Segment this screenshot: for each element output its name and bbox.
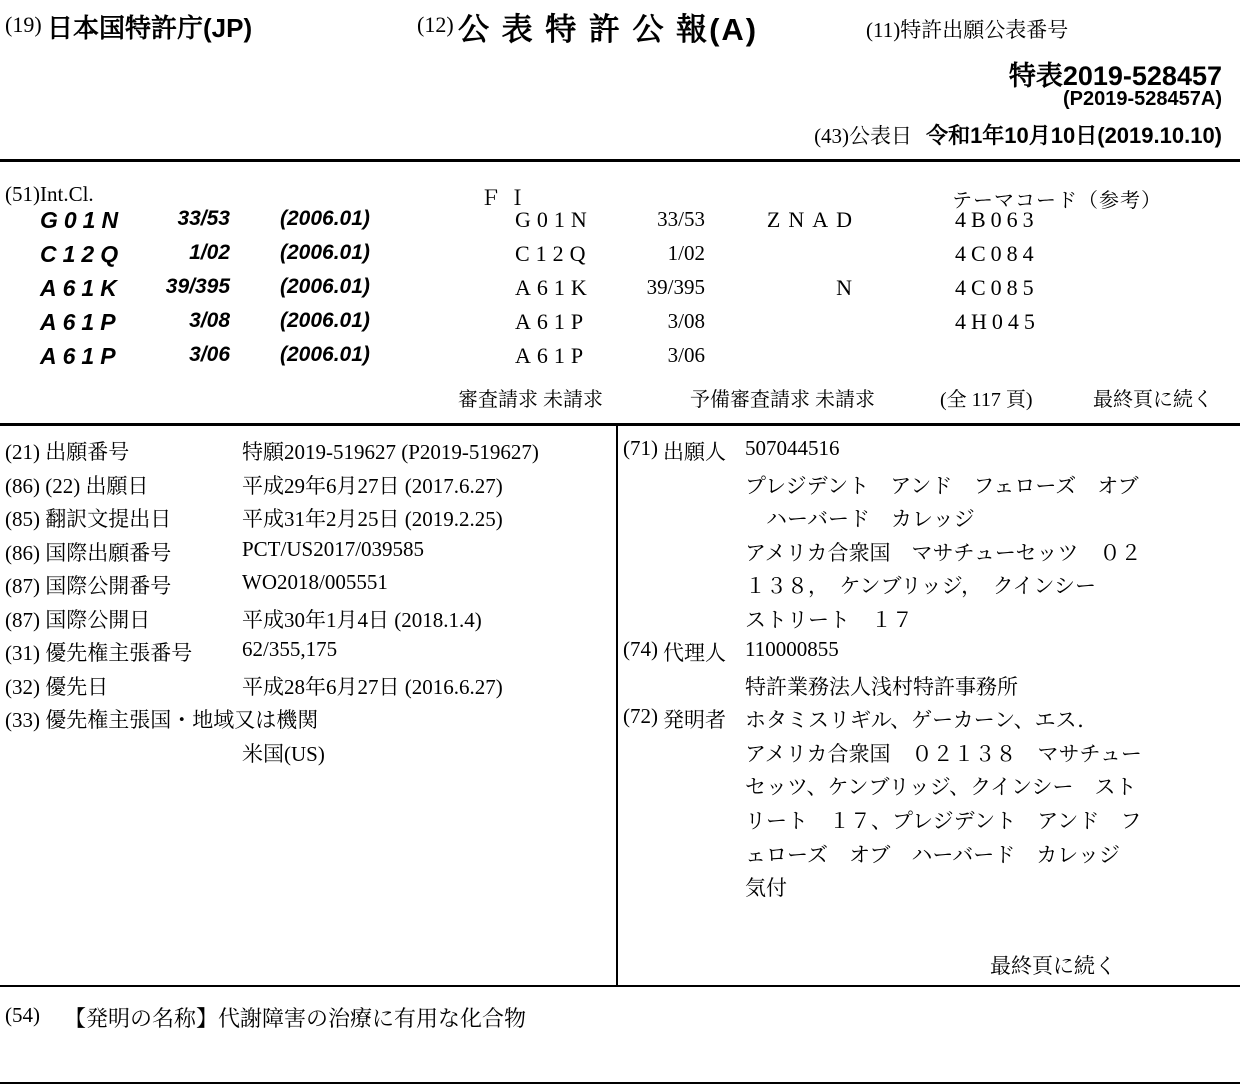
page-count: (全 117 頁) [940, 389, 1033, 411]
biblio-label: (33) 優先権主張国・地域又は機関 [5, 708, 319, 733]
inventor-address-line: アメリカ合衆国 ０２１３８ マサチュー [745, 741, 1142, 766]
intcl-label: (51)Int.Cl. [5, 182, 94, 206]
biblio-label: (85) 翻訳文提出日 [5, 507, 172, 532]
theme-code: 4C084 [955, 241, 1039, 266]
pub-date-value: 令和1年10月10日(2019.10.10) [926, 123, 1222, 148]
intcl-number: 33/53 [177, 207, 230, 230]
fi-number: 3/06 [667, 343, 705, 367]
pub-date-label: (43)公表日 [814, 124, 913, 148]
doc-kind-code: (12) [417, 12, 454, 37]
applicant-address-line: アメリカ合衆国 マサチューセッツ ０２ [745, 540, 1142, 565]
office-code: (19) [5, 12, 42, 37]
fi-code: G01N [515, 207, 593, 232]
applicant-row [616, 604, 1240, 638]
intcl-number: 39/395 [165, 275, 230, 298]
intcl-version: (2006.01) [280, 275, 370, 298]
inventor-row [616, 839, 1240, 873]
invention-title-number: (54) [5, 1003, 40, 1027]
mid-rule [0, 423, 1240, 426]
inventor-row [616, 805, 1240, 839]
applicant-row [616, 503, 1240, 537]
page-bottom-rule [0, 1082, 1240, 1084]
classification-rows [0, 207, 1240, 377]
applicant-row [616, 537, 1240, 571]
classification-row [0, 343, 1240, 377]
biblio-value: 62/355,175 [242, 637, 338, 662]
fi-suffix: N [836, 275, 860, 300]
intcl-number: 1/02 [189, 241, 230, 264]
invention-title: 【発明の名称】代謝障害の治療に有用な化合物 [64, 1006, 527, 1031]
field-label: 発明者 [663, 708, 726, 733]
fi-suffix: ZNAD [766, 207, 860, 232]
exam-request-status: 審査請求 未請求 [458, 389, 603, 411]
intcl-code: A61K [40, 275, 123, 301]
biblio-row [0, 704, 616, 738]
biblio-value: 米国(US) [242, 741, 325, 766]
biblio-value: WO2018/005551 [242, 570, 388, 595]
inventor-row [616, 704, 1240, 738]
doc-kind-title: 公 表 特 許 公 報(A) [458, 12, 759, 47]
office-name: 日本国特許庁(JP) [47, 13, 253, 43]
biblio-row [0, 503, 616, 537]
biblio-row [0, 738, 616, 772]
fi-number: 3/08 [667, 309, 705, 333]
theme-code-label: テーマコード（参考） [952, 190, 1162, 212]
inventor-address-line: リート １７、プレジデント アンド フ [745, 809, 1142, 834]
biblio-row [0, 604, 616, 638]
theme-code: 4B063 [955, 207, 1039, 232]
applicant-id: 507044516 [745, 436, 840, 460]
biblio-value: PCT/US2017/039585 [242, 536, 425, 561]
applicant-address-line: ストリート １７ [745, 607, 913, 632]
classification-row [0, 275, 1240, 309]
applicant-row [616, 570, 1240, 604]
field-number: (72) [623, 704, 658, 729]
agent-id: 110000855 [745, 637, 839, 662]
fi-code: A61P [515, 309, 590, 334]
intcl-code: A61P [40, 343, 122, 369]
inventor-address-line: 気付 [745, 876, 787, 901]
continued-note-top: 最終頁に続く [1093, 389, 1213, 411]
classification-row [0, 309, 1240, 343]
inventor-name: ホタミスリギル、ゲーカーン、エス． [745, 708, 1099, 733]
field-label: 代理人 [663, 641, 726, 666]
biblio-label: (87) 国際公開番号 [5, 574, 172, 599]
prelim-exam-status: 予備審査請求 未請求 [690, 389, 875, 411]
fi-number: 39/395 [646, 275, 705, 299]
biblio-row [0, 570, 616, 604]
applicant-row [616, 470, 1240, 504]
biblio-value: 平成30年1月4日 (2018.1.4) [242, 607, 482, 632]
inventor-row [616, 738, 1240, 772]
exam-request-line [0, 383, 1240, 413]
fi-label: ＦＩ [480, 186, 534, 210]
biblio-row [0, 637, 616, 671]
biblio-value: 平成31年2月25日 (2019.2.25) [242, 507, 503, 532]
fi-code: A61P [515, 343, 590, 368]
biblio-row [0, 470, 616, 504]
biblio-label: (31) 優先権主張番号 [5, 641, 193, 666]
biblio-left-column [0, 436, 616, 771]
top-rule [0, 159, 1240, 162]
pub-number-paren: (P2019-528457A) [1063, 88, 1222, 110]
intcl-number: 3/06 [189, 343, 230, 366]
biblio-label: (87) 国際公開日 [5, 607, 151, 632]
intcl-code: C12Q [40, 241, 125, 267]
intcl-version: (2006.01) [280, 309, 370, 332]
classification-row [0, 241, 1240, 275]
inventor-address-line: セッツ、ケンブリッジ、クインシー スト [745, 775, 1137, 800]
inventor-row [616, 771, 1240, 805]
field-number: (71) [623, 436, 658, 460]
theme-code: 4H045 [955, 309, 1040, 334]
biblio-value: 特願2019-519627 (P2019-519627) [242, 440, 539, 464]
fi-code: C12Q [515, 241, 592, 266]
applicant-address-line: １３８， ケンブリッジ， クインシー [745, 574, 1097, 599]
biblio-row [0, 537, 616, 571]
field-label: 出願人 [663, 440, 726, 464]
biblio-row [0, 671, 616, 705]
field-number: (74) [623, 637, 658, 662]
pub-date-row [814, 119, 1222, 150]
pub-number-label: (11)特許出願公表番号 [866, 18, 1069, 42]
intcl-version: (2006.01) [280, 207, 370, 230]
biblio-label: (21) 出願番号 [5, 440, 130, 464]
biblio-value: 平成28年6月27日 (2016.6.27) [242, 674, 503, 699]
fi-number: 33/53 [657, 207, 705, 231]
agent-row [616, 637, 1240, 671]
biblio-right-column [616, 436, 1240, 906]
continued-note-bottom: 最終頁に続く [990, 954, 1116, 978]
applicant-name-line: プレジデント アンド フェローズ オブ [745, 473, 1139, 498]
fi-code: A61K [515, 275, 593, 300]
applicant-row [616, 436, 1240, 470]
classification-row [0, 207, 1240, 241]
applicant-name-line: ハーバード カレッジ [745, 507, 975, 532]
intcl-code: A61P [40, 309, 122, 335]
biblio-value: 平成29年6月27日 (2017.6.27) [242, 473, 503, 498]
intcl-version: (2006.01) [280, 343, 370, 366]
inventor-row [616, 872, 1240, 906]
pub-number: 特表2019-528457 [1008, 61, 1222, 91]
biblio-row [0, 436, 616, 470]
agent-row [616, 671, 1240, 705]
agent-name-line: 特許業務法人浅村特許事務所 [745, 674, 1018, 699]
bottom-rule [0, 985, 1240, 987]
biblio-label: (86) 国際出願番号 [5, 540, 172, 565]
inventor-address-line: ェローズ オブ ハーバード カレッジ [745, 842, 1121, 867]
biblio-label: (32) 優先日 [5, 674, 109, 699]
intcl-code: G01N [40, 207, 125, 233]
theme-code: 4C085 [955, 275, 1039, 300]
intcl-number: 3/08 [189, 309, 230, 332]
fi-number: 1/02 [667, 241, 705, 265]
intcl-version: (2006.01) [280, 241, 370, 264]
biblio-label: (86) (22) 出願日 [5, 473, 149, 498]
